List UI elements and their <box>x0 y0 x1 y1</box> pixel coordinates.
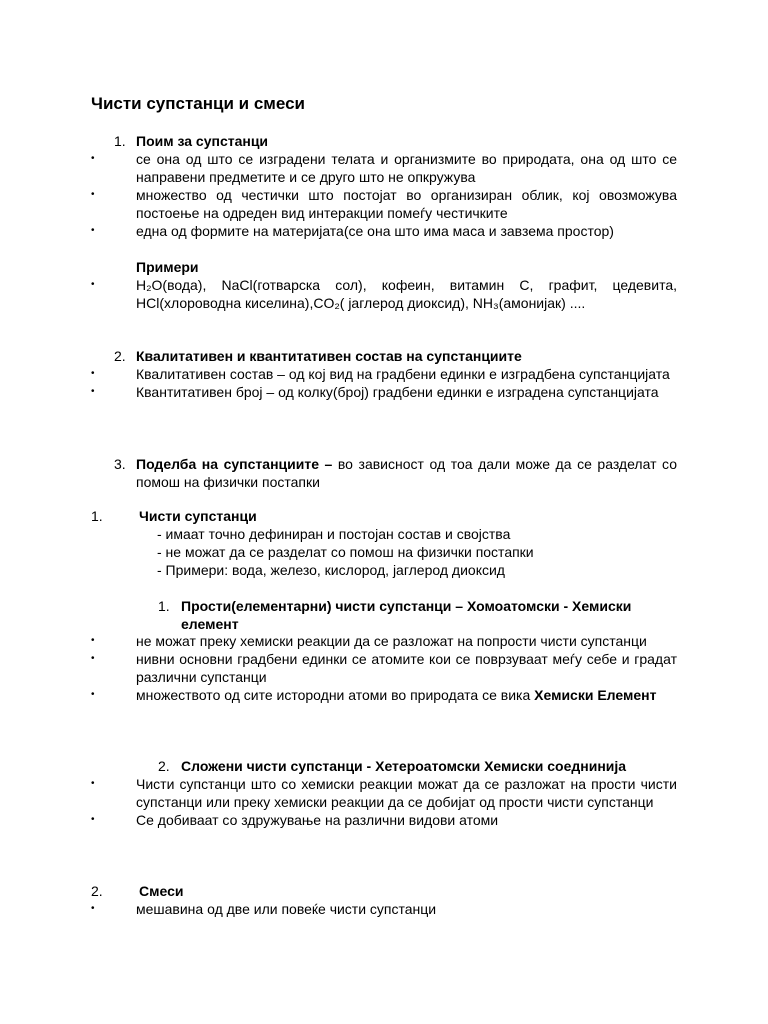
section-1-heading: 1. Поим за супстанци <box>114 133 269 149</box>
examples-heading: Примери <box>136 259 199 275</box>
bullet-item: • нивни основни градбени единки се атомите кои се поврзуваат меѓу себе и градат различни супстанци <box>91 651 677 685</box>
bullet-item: • Се добиваат со здружување на различни видови атоми <box>91 812 499 828</box>
bullet-item: • Квалитативен состав – од кој вид на градбени единки е изградбена супстанцијата <box>91 366 670 382</box>
mixtures-heading: 2. Смеси <box>91 883 184 899</box>
dash-item: - Примери: вода, железо, кислород, јаглерод диоксид <box>157 562 505 578</box>
section-3-heading: Поделба на супстанциите – <box>136 456 333 472</box>
examples-block <box>91 276 677 312</box>
section-3: 3. Поделба на супстанциите – во зависност од тоа дали може да се разделат со помош на физички постапки <box>114 456 677 490</box>
section-2-bullets <box>91 365 677 401</box>
bullet-item: • H₂O(вода), NaCl(готварска сол), кофеин, витамин C, графит, цедевита, HCl(хлороводна киселина),CO₂( јаглерод диоксид), NH₃(амонијак) .... <box>91 277 677 311</box>
bullet-item: • една од формите на материјата(се она што има маса и завзема простор) <box>91 223 614 239</box>
bullet-item: • не можат преку хемиски реакции да се разложат на попрости чисти супстанци <box>91 633 647 649</box>
page-title: Чисти супстанци и смеси <box>91 94 305 113</box>
mixtures-bullets <box>91 900 677 918</box>
dash-item: - имаат точно дефиниран и постојан состав и својства <box>157 526 511 542</box>
complex-substances-bullets <box>91 775 677 829</box>
simple-substances-heading: 1. Прости(елементарни) чисти супстанци – Хомоатомски - Хемиски елемент <box>158 598 632 632</box>
bullet-item: • множеството од сите истородни атоми во природата се вика Хемиски Елемент <box>91 687 657 703</box>
pure-substances-heading: 1. Чисти супстанци <box>91 508 257 524</box>
pure-substances-dashes <box>157 525 534 579</box>
section-2-heading: 2. Квалитативен и квантитативен состав на супстанциите <box>114 348 522 364</box>
bullet-item: • Квантитативен број – од колку(број) градбени единки е изградена супстанцијата <box>91 384 659 400</box>
section-3-text: во зависност од тоа дали може да се разделат со помош на физички постапки <box>136 456 677 490</box>
bullet-item: • множество од честички што постојат во организиран облик, кој овозможува постоење на одреден вид интеракции помеѓу честичките <box>91 187 677 221</box>
bullet-item: • мешавина од две или повеќе чисти супстанци <box>91 901 437 917</box>
dash-item: - не можат да се разделат со помош на физички постапки <box>157 544 534 560</box>
simple-substances-bullets <box>91 632 677 704</box>
complex-substances-heading: 2. Сложени чисти супстанци - Хетероатомски Хемиски соеднинија <box>158 758 627 774</box>
bullet-item: • Чисти супстанци што со хемиски реакции можат да се разложат на прости чисти супстанци или преку хемиски реакции да се добијат од прости чисти супстанци <box>91 776 677 810</box>
bullet-item: • се она од што се изградени телата и организмите во природата, она од што се направени предметите и се друго што не опкружува <box>91 151 677 185</box>
section-1-bullets <box>91 150 677 240</box>
